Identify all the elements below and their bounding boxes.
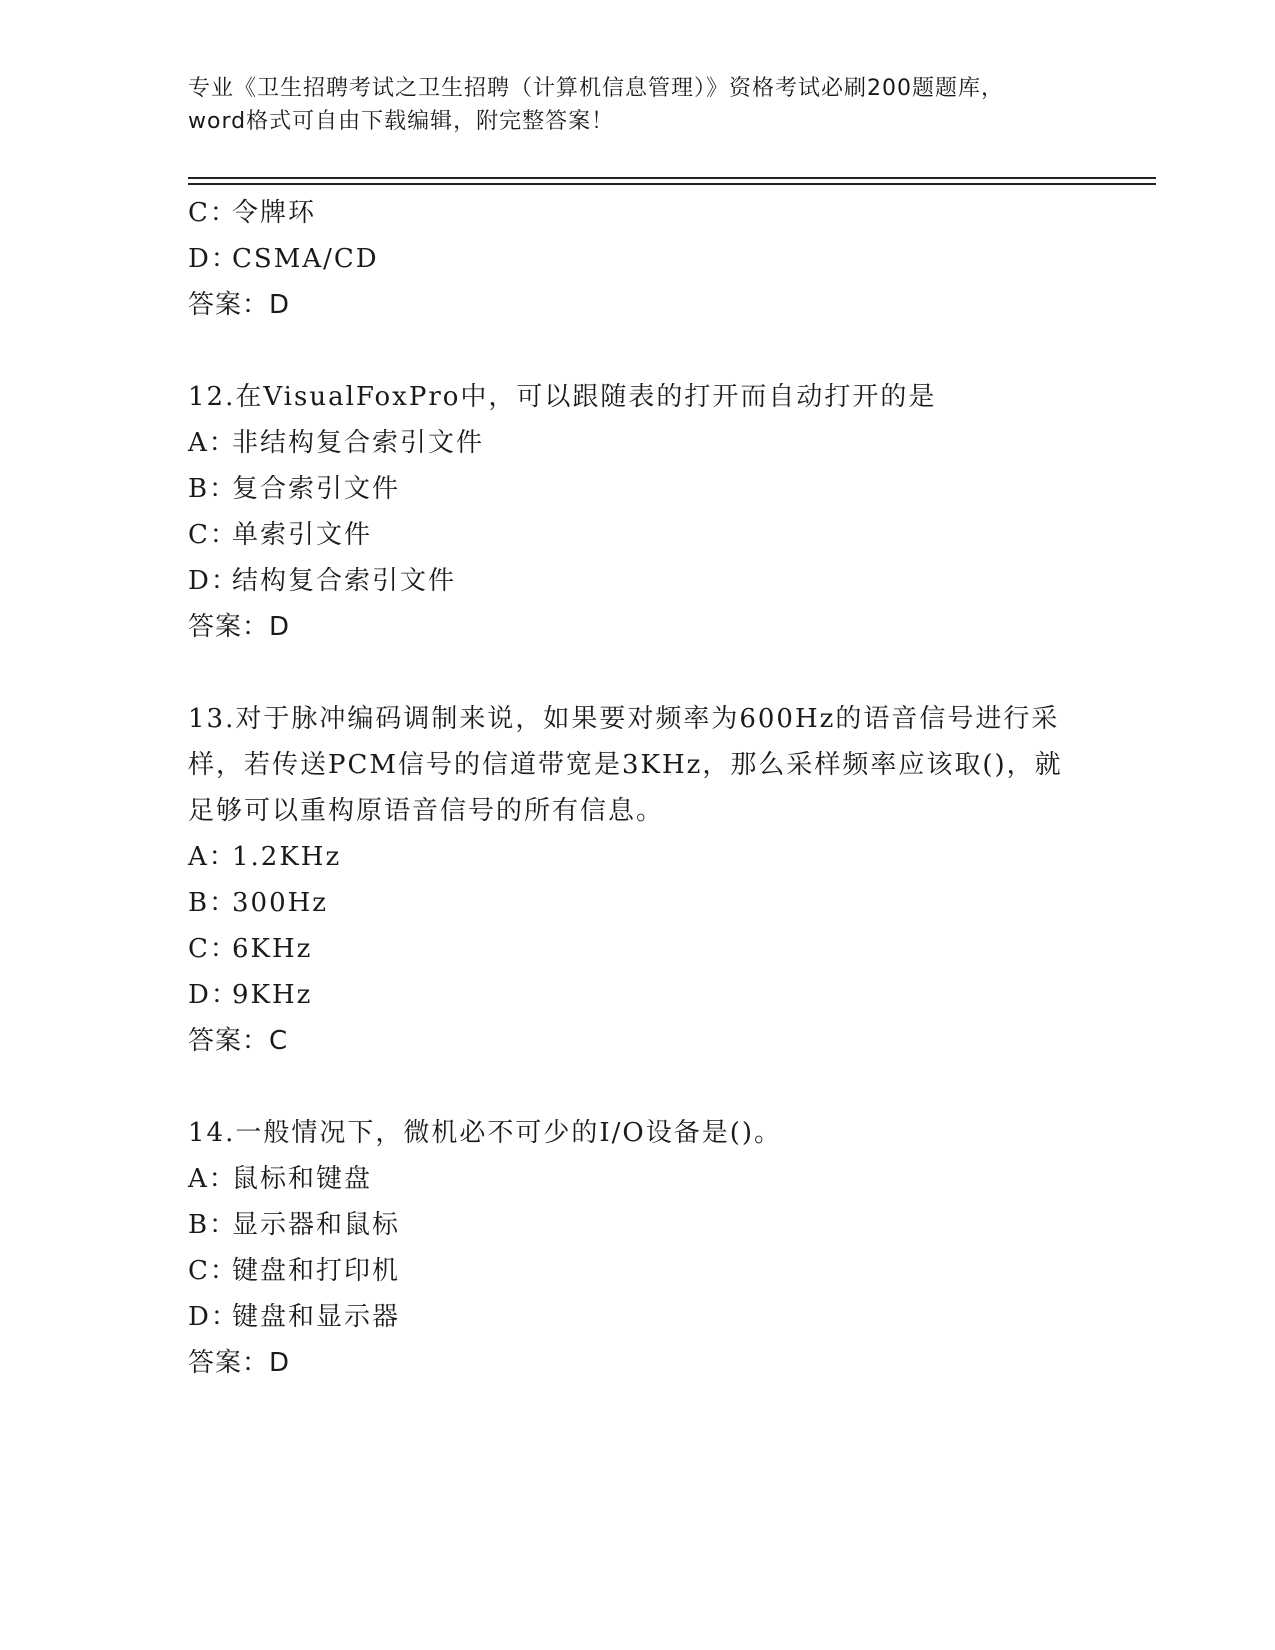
option-b: B：显示器和鼠标 — [188, 1210, 401, 1240]
question-11-tail — [188, 190, 1088, 328]
question-14 — [188, 1110, 1088, 1386]
option-d: D：结构复合索引文件 — [188, 566, 457, 596]
option-d: D：CSMA/CD — [188, 244, 379, 274]
option-d: D：键盘和显示器 — [188, 1302, 401, 1332]
header-line-2: word格式可自由下载编辑，附完整答案！ — [188, 109, 615, 134]
question-13 — [188, 696, 1088, 1064]
question-stem-line: 足够可以重构原语音信号的所有信息。 — [188, 796, 665, 826]
header-divider-bottom — [188, 183, 1156, 185]
answer: 答案：D — [188, 290, 291, 320]
answer: 答案：D — [188, 1348, 291, 1378]
option-b: B：300Hz — [188, 888, 328, 918]
question-list — [188, 190, 1088, 1386]
header-line-1: 专业《卫生招聘考试之卫生招聘（计算机信息管理）》资格考试必刷200题题库， — [188, 76, 1004, 101]
answer: 答案：C — [188, 1026, 289, 1056]
header-divider-top — [188, 177, 1156, 179]
question-stem-line: 样，若传送PCM信号的信道带宽是3KHz，那么采样频率应该取()，就 — [188, 750, 1063, 780]
question-stem — [188, 696, 1088, 834]
question-12 — [188, 374, 1088, 650]
option-c: C：单索引文件 — [188, 520, 373, 550]
option-c: C：键盘和打印机 — [188, 1256, 401, 1286]
option-c: C：6KHz — [188, 934, 313, 964]
option-a: A：鼠标和键盘 — [188, 1164, 373, 1194]
document-header — [188, 72, 1088, 138]
answer: 答案：D — [188, 612, 291, 642]
option-d: D：9KHz — [188, 980, 313, 1010]
option-a: A：非结构复合索引文件 — [188, 428, 485, 458]
option-c: C：令牌环 — [188, 198, 317, 228]
question-stem-line: 13.对于脉冲编码调制来说，如果要对频率为600Hz的语音信号进行采 — [188, 704, 1060, 734]
option-b: B：复合索引文件 — [188, 474, 401, 504]
question-stem: 12.在VisualFoxPro中，可以跟随表的打开而自动打开的是 — [188, 382, 937, 412]
question-stem: 14.一般情况下，微机必不可少的I/O设备是()。 — [188, 1118, 782, 1148]
option-a: A：1.2KHz — [188, 842, 342, 872]
